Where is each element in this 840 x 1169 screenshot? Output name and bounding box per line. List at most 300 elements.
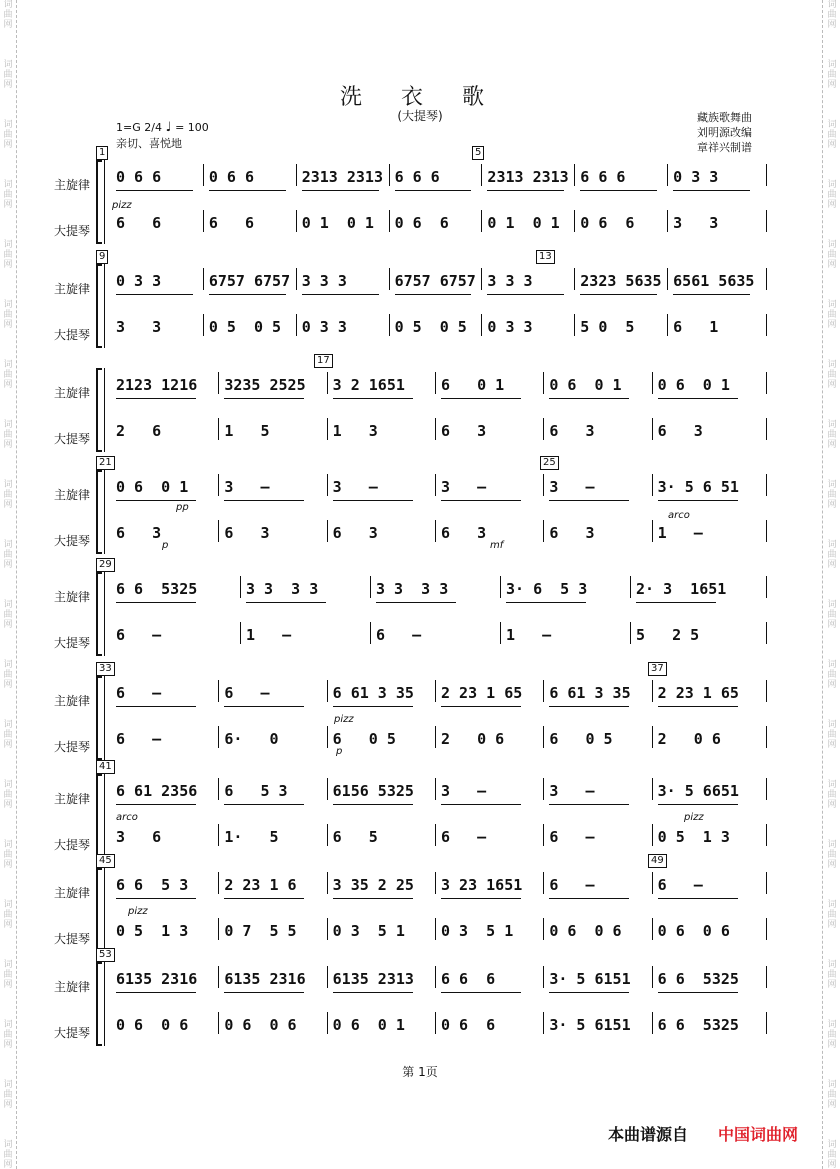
melody-measure: 6135 2316 bbox=[116, 970, 198, 988]
cello-measure: 0 5 1 3 bbox=[116, 922, 189, 940]
staff-brace bbox=[96, 572, 102, 656]
staff-brace bbox=[96, 264, 102, 348]
barline bbox=[481, 210, 482, 232]
cello-measure: 0 6 6 bbox=[441, 1016, 496, 1034]
beam-underline bbox=[224, 398, 304, 399]
credit-line: 藏族歌舞曲 bbox=[697, 111, 752, 124]
melody-measure: 2323 5635 bbox=[580, 272, 662, 290]
barline-end bbox=[766, 680, 767, 702]
system-line bbox=[104, 160, 105, 244]
dynamic-mark: pizz bbox=[684, 812, 704, 823]
dynamic-mark: pizz bbox=[112, 200, 132, 211]
part-label-cello: 大提琴 bbox=[54, 740, 91, 754]
barline bbox=[370, 622, 371, 644]
cello-measure: 1 5 bbox=[224, 422, 270, 440]
melody-measure: 3 2 1651 bbox=[332, 376, 405, 394]
part-label-cello: 大提琴 bbox=[54, 534, 91, 548]
melody-measure: 6 0 1 bbox=[441, 376, 505, 394]
beam-underline bbox=[333, 804, 413, 805]
beam-underline bbox=[333, 706, 413, 707]
part-label-cello: 大提琴 bbox=[54, 224, 91, 238]
measure-number: 5 bbox=[472, 146, 484, 160]
barline bbox=[543, 520, 544, 542]
watermark-right: 词 曲 网 词 曲 网 词 曲 网 词 曲 网 词 曲 网 词 曲 网 词 曲 网 词 曲 网 词 曲 网 词 曲 网 词 曲 网 词 曲 网 词 曲 网 词 曲 网 词 曲 网 词 曲 网 词 曲 网 词 曲 网 词 曲 网 词 曲 网 bbox=[827, 0, 837, 1169]
measure-number: 45 bbox=[96, 854, 115, 868]
cello-measure: 2 6 bbox=[116, 422, 162, 440]
barline bbox=[218, 372, 219, 394]
melody-measure: 3 35 2 25 bbox=[332, 876, 414, 894]
barline bbox=[652, 520, 653, 542]
melody-measure: 6 5 3 bbox=[224, 782, 288, 800]
barline bbox=[240, 576, 241, 598]
part-label-melody: 主旋律 bbox=[54, 980, 91, 994]
beam-underline bbox=[224, 804, 304, 805]
dynamic-mark: pp bbox=[176, 502, 189, 513]
barline bbox=[296, 268, 297, 290]
cello-measure: 6 – bbox=[116, 730, 162, 748]
barline-end bbox=[766, 372, 767, 394]
score-title: 洗 衣 歌 bbox=[340, 85, 500, 110]
quarter-note-icon: ♩ bbox=[165, 120, 172, 135]
cello-measure: 6 3 bbox=[116, 524, 162, 542]
barline-end bbox=[766, 314, 767, 336]
beam-underline bbox=[333, 398, 413, 399]
barline bbox=[435, 778, 436, 800]
cello-measure: 3 3 bbox=[673, 214, 719, 232]
beam-underline bbox=[580, 190, 657, 191]
part-label-cello: 大提琴 bbox=[54, 838, 91, 852]
barline bbox=[543, 778, 544, 800]
beam-underline bbox=[487, 190, 564, 191]
barline-end bbox=[766, 576, 767, 598]
part-label-melody: 主旋律 bbox=[54, 386, 91, 400]
barline bbox=[652, 872, 653, 894]
cello-measure: 6 3 bbox=[441, 422, 487, 440]
barline bbox=[435, 520, 436, 542]
cello-measure: 6 0 5 bbox=[332, 730, 396, 748]
barline bbox=[218, 418, 219, 440]
system-line bbox=[104, 572, 105, 656]
beam-underline bbox=[116, 706, 196, 707]
cello-measure: 1 – bbox=[657, 524, 703, 542]
melody-measure: 3 3 3 bbox=[487, 272, 533, 290]
barline bbox=[203, 164, 204, 186]
beam-underline bbox=[658, 804, 738, 805]
key-signature bbox=[116, 120, 209, 135]
beam-underline bbox=[116, 190, 193, 191]
page-number: 第 1页 bbox=[402, 1065, 438, 1079]
beam-underline bbox=[333, 992, 413, 993]
barline bbox=[203, 268, 204, 290]
melody-measure: 0 3 3 bbox=[673, 168, 719, 186]
cello-measure: 0 7 5 5 bbox=[224, 922, 297, 940]
cello-measure: 6 0 5 bbox=[549, 730, 613, 748]
barline bbox=[296, 164, 297, 186]
beam-underline bbox=[224, 992, 304, 993]
beam-underline bbox=[333, 500, 413, 501]
cello-measure: 1 3 bbox=[332, 422, 378, 440]
beam-underline bbox=[302, 190, 379, 191]
melody-measure: 2 23 1 65 bbox=[657, 684, 739, 702]
barline bbox=[240, 622, 241, 644]
cello-measure: 1 – bbox=[506, 626, 552, 644]
staff-brace bbox=[96, 368, 102, 452]
cello-measure: 6 1 bbox=[673, 318, 719, 336]
barline bbox=[543, 680, 544, 702]
watermark-left: 词 曲 网 词 曲 网 词 曲 网 词 曲 网 词 曲 网 词 曲 网 词 曲 网 词 曲 网 词 曲 网 词 曲 网 词 曲 网 词 曲 网 词 曲 网 词 曲 网 词 曲 网 词 曲 网 词 曲 网 词 曲 网 词 曲 网 词 曲 网 bbox=[3, 0, 13, 1169]
barline-end bbox=[766, 778, 767, 800]
score-system bbox=[0, 559, 840, 658]
barline bbox=[435, 680, 436, 702]
beam-underline bbox=[441, 804, 521, 805]
dynamic-mark: p bbox=[336, 746, 343, 757]
melody-measure: 0 6 6 bbox=[116, 168, 162, 186]
beam-underline bbox=[673, 294, 750, 295]
barline bbox=[296, 314, 297, 336]
barline bbox=[435, 824, 436, 846]
barline bbox=[667, 210, 668, 232]
cello-measure: 3· 5 6151 bbox=[549, 1016, 631, 1034]
melody-measure: 3 – bbox=[441, 782, 487, 800]
measure-number: 33 bbox=[96, 662, 115, 676]
barline bbox=[652, 966, 653, 988]
barline-end bbox=[766, 520, 767, 542]
barline bbox=[327, 824, 328, 846]
barline bbox=[327, 872, 328, 894]
barline bbox=[574, 164, 575, 186]
melody-measure: 6 6 6 bbox=[441, 970, 496, 988]
part-label-melody: 主旋律 bbox=[54, 178, 91, 192]
melody-measure: 3 3 3 3 bbox=[376, 580, 449, 598]
melody-measure: 3· 5 6651 bbox=[657, 782, 739, 800]
melody-measure: 6 – bbox=[116, 684, 162, 702]
melody-measure: 0 6 6 bbox=[208, 168, 254, 186]
system-line bbox=[104, 470, 105, 554]
beam-underline bbox=[658, 898, 738, 899]
cello-measure: 5 2 5 bbox=[636, 626, 700, 644]
melody-measure: 6 6 6 bbox=[394, 168, 440, 186]
cello-measure: 0 6 0 6 bbox=[116, 1016, 189, 1034]
system-line bbox=[104, 774, 105, 858]
cello-measure: 1 – bbox=[246, 626, 292, 644]
barline bbox=[574, 210, 575, 232]
barline bbox=[389, 268, 390, 290]
melody-measure: 3 3 3 3 bbox=[246, 580, 319, 598]
measure-number: 13 bbox=[536, 250, 555, 264]
barline bbox=[652, 778, 653, 800]
source-label: 本曲谱源自 bbox=[608, 1125, 689, 1144]
measure-number: 1 bbox=[96, 146, 108, 160]
part-label-melody: 主旋律 bbox=[54, 590, 91, 604]
cello-measure: 0 1 0 1 bbox=[301, 214, 374, 232]
barline bbox=[667, 268, 668, 290]
cello-measure: 6 3 bbox=[549, 524, 595, 542]
beam-underline bbox=[441, 898, 521, 899]
barline bbox=[435, 726, 436, 748]
barline-end bbox=[766, 726, 767, 748]
cello-measure: 3 3 bbox=[116, 318, 162, 336]
barline bbox=[543, 372, 544, 394]
melody-measure: 3 – bbox=[441, 478, 487, 496]
staff-brace bbox=[96, 676, 102, 760]
cello-measure: 0 3 5 1 bbox=[332, 922, 405, 940]
barline bbox=[327, 474, 328, 496]
beam-underline bbox=[636, 602, 716, 603]
beam-underline bbox=[441, 500, 521, 501]
barline bbox=[574, 268, 575, 290]
beam-underline bbox=[549, 804, 629, 805]
melody-measure: 2313 2313 bbox=[487, 168, 569, 186]
beam-underline bbox=[549, 500, 629, 501]
cello-measure: 0 5 0 5 bbox=[394, 318, 467, 336]
cello-measure: 6 3 bbox=[332, 524, 378, 542]
cello-measure: 0 6 0 1 bbox=[332, 1016, 405, 1034]
staff-brace bbox=[96, 470, 102, 554]
barline bbox=[389, 164, 390, 186]
dynamic-mark: pizz bbox=[128, 906, 148, 917]
cello-measure: 6 – bbox=[376, 626, 422, 644]
beam-underline bbox=[116, 602, 196, 603]
score-system bbox=[0, 355, 840, 454]
barline bbox=[652, 372, 653, 394]
cello-measure: 3 6 bbox=[116, 828, 162, 846]
barline bbox=[652, 918, 653, 940]
barline bbox=[630, 576, 631, 598]
beam-underline bbox=[395, 294, 472, 295]
barline bbox=[370, 576, 371, 598]
barline bbox=[652, 824, 653, 846]
melody-measure: 6 – bbox=[224, 684, 270, 702]
measure-number: 49 bbox=[648, 854, 667, 868]
beam-underline bbox=[658, 500, 738, 501]
melody-measure: 2 23 1 65 bbox=[441, 684, 523, 702]
beam-underline bbox=[487, 294, 564, 295]
part-label-cello: 大提琴 bbox=[54, 328, 91, 342]
barline bbox=[218, 824, 219, 846]
barline bbox=[481, 164, 482, 186]
beam-underline bbox=[549, 398, 629, 399]
beam-underline bbox=[302, 294, 379, 295]
melody-measure: 0 6 0 1 bbox=[657, 376, 730, 394]
cello-measure: 6 – bbox=[441, 828, 487, 846]
barline bbox=[652, 680, 653, 702]
cello-measure: 0 6 0 6 bbox=[224, 1016, 297, 1034]
barline bbox=[327, 1012, 328, 1034]
cello-measure: 6· 0 bbox=[224, 730, 279, 748]
dynamic-mark: arco bbox=[668, 510, 690, 521]
beam-underline bbox=[116, 398, 196, 399]
barline bbox=[630, 622, 631, 644]
barline bbox=[327, 918, 328, 940]
system-line bbox=[104, 264, 105, 348]
barline bbox=[652, 474, 653, 496]
staff-brace bbox=[96, 160, 102, 244]
barline bbox=[543, 726, 544, 748]
melody-measure: 6156 5325 bbox=[332, 782, 414, 800]
barline bbox=[652, 1012, 653, 1034]
beam-underline bbox=[549, 992, 629, 993]
barline bbox=[481, 268, 482, 290]
melody-measure: 6757 6757 bbox=[394, 272, 476, 290]
beam-underline bbox=[116, 992, 196, 993]
barline-end bbox=[766, 1012, 767, 1034]
barline bbox=[218, 726, 219, 748]
barline-end bbox=[766, 268, 767, 290]
source-site[interactable]: 中国词曲网 bbox=[718, 1125, 799, 1144]
part-label-melody: 主旋律 bbox=[54, 488, 91, 502]
cello-measure: 0 6 0 6 bbox=[657, 922, 730, 940]
barline bbox=[327, 372, 328, 394]
barline-end bbox=[766, 474, 767, 496]
barline-end bbox=[766, 966, 767, 988]
beam-underline bbox=[224, 898, 304, 899]
beam-underline bbox=[673, 190, 750, 191]
melody-measure: 6 6 5 3 bbox=[116, 876, 189, 894]
key-tempo-text: 1=G 2/4 bbox=[116, 121, 162, 134]
barline bbox=[218, 1012, 219, 1034]
barline bbox=[389, 314, 390, 336]
barline bbox=[327, 418, 328, 440]
cello-measure: 0 1 0 1 bbox=[487, 214, 560, 232]
score-subtitle: (大提琴) bbox=[397, 109, 443, 123]
measure-number: 29 bbox=[96, 558, 115, 572]
barline bbox=[203, 314, 204, 336]
melody-measure: 0 6 0 1 bbox=[116, 478, 189, 496]
beam-underline bbox=[658, 398, 738, 399]
cello-measure: 6 6 bbox=[208, 214, 254, 232]
melody-measure: 3· 5 6 51 bbox=[657, 478, 739, 496]
cello-measure: 6 6 bbox=[116, 214, 162, 232]
cello-measure: 6 5 bbox=[332, 828, 378, 846]
cello-measure: 1· 5 bbox=[224, 828, 279, 846]
barline bbox=[203, 210, 204, 232]
melody-measure: 2· 3 1651 bbox=[636, 580, 727, 598]
beam-underline bbox=[116, 500, 196, 501]
melody-measure: 3 – bbox=[332, 478, 378, 496]
score-system bbox=[0, 949, 840, 1048]
melody-measure: 3 23 1651 bbox=[441, 876, 523, 894]
cello-measure: 6 3 bbox=[441, 524, 487, 542]
part-label-melody: 主旋律 bbox=[54, 886, 91, 900]
melody-measure: 6757 6757 bbox=[208, 272, 291, 290]
melody-measure: 2123 1216 bbox=[116, 376, 198, 394]
expression-mark: 亲切、喜悦地 bbox=[116, 137, 182, 150]
barline bbox=[218, 778, 219, 800]
melody-measure: 6135 2313 bbox=[332, 970, 414, 988]
barline bbox=[435, 966, 436, 988]
barline-end bbox=[766, 872, 767, 894]
barline bbox=[218, 918, 219, 940]
melody-measure: 2 23 1 6 bbox=[224, 876, 297, 894]
beam-underline bbox=[441, 706, 521, 707]
melody-measure: 3· 5 6151 bbox=[549, 970, 631, 988]
barline bbox=[500, 576, 501, 598]
part-label-cello: 大提琴 bbox=[54, 932, 91, 946]
credits bbox=[697, 110, 752, 155]
barline bbox=[500, 622, 501, 644]
beam-underline bbox=[441, 398, 521, 399]
cello-measure: 2 0 6 bbox=[657, 730, 721, 748]
barline-end bbox=[766, 824, 767, 846]
measure-number: 53 bbox=[96, 948, 115, 962]
part-label-melody: 主旋律 bbox=[54, 694, 91, 708]
barline bbox=[543, 966, 544, 988]
beam-underline bbox=[116, 898, 196, 899]
dynamic-mark: pizz bbox=[334, 714, 354, 725]
part-label-cello: 大提琴 bbox=[54, 1026, 91, 1040]
melody-measure: 6 6 5325 bbox=[116, 580, 198, 598]
barline bbox=[574, 314, 575, 336]
melody-measure: 3 – bbox=[224, 478, 270, 496]
beam-underline bbox=[209, 190, 286, 191]
melody-measure: 3 – bbox=[549, 478, 595, 496]
cello-measure: 2 0 6 bbox=[441, 730, 505, 748]
measure-number: 41 bbox=[96, 760, 115, 774]
barline bbox=[327, 520, 328, 542]
dynamic-mark: p bbox=[162, 540, 169, 551]
melody-measure: 3235 2525 bbox=[224, 376, 306, 394]
barline bbox=[327, 680, 328, 702]
score-system bbox=[0, 251, 840, 350]
system-line bbox=[104, 368, 105, 452]
staff-brace bbox=[96, 962, 102, 1046]
cello-measure: 6 – bbox=[116, 626, 162, 644]
beam-underline bbox=[506, 602, 586, 603]
beam-underline bbox=[209, 294, 286, 295]
barline-end bbox=[766, 418, 767, 440]
barline bbox=[435, 872, 436, 894]
barline bbox=[543, 824, 544, 846]
barline bbox=[652, 726, 653, 748]
barline bbox=[218, 474, 219, 496]
melody-measure: 6135 2316 bbox=[224, 970, 306, 988]
dynamic-mark: mf bbox=[490, 540, 504, 551]
barline bbox=[481, 314, 482, 336]
beam-underline bbox=[224, 706, 304, 707]
barline bbox=[667, 164, 668, 186]
beam-underline bbox=[441, 992, 521, 993]
beam-underline bbox=[658, 706, 738, 707]
measure-number: 9 bbox=[96, 250, 108, 264]
barline-end bbox=[766, 164, 767, 186]
cello-measure: 6 3 bbox=[657, 422, 703, 440]
beam-underline bbox=[246, 602, 326, 603]
measure-number: 17 bbox=[314, 354, 333, 368]
part-label-melody: 主旋律 bbox=[54, 282, 91, 296]
beam-underline bbox=[224, 500, 304, 501]
beam-underline bbox=[580, 294, 657, 295]
score-system bbox=[0, 457, 840, 556]
barline bbox=[435, 418, 436, 440]
barline bbox=[389, 210, 390, 232]
dynamic-mark: arco bbox=[116, 812, 138, 823]
barline bbox=[435, 1012, 436, 1034]
melody-measure: 6561 5635 bbox=[673, 272, 755, 290]
melody-measure: 6 6 5325 bbox=[657, 970, 739, 988]
cello-measure: 0 3 3 bbox=[487, 318, 533, 336]
barline bbox=[218, 680, 219, 702]
barline bbox=[543, 418, 544, 440]
cello-measure: 6 6 5325 bbox=[657, 1016, 739, 1034]
barline bbox=[296, 210, 297, 232]
barline bbox=[327, 726, 328, 748]
barline bbox=[327, 966, 328, 988]
cello-measure: 6 3 bbox=[549, 422, 595, 440]
cello-measure: 0 6 6 bbox=[580, 214, 635, 232]
barline bbox=[435, 474, 436, 496]
beam-underline bbox=[658, 992, 738, 993]
system-line bbox=[104, 676, 105, 760]
